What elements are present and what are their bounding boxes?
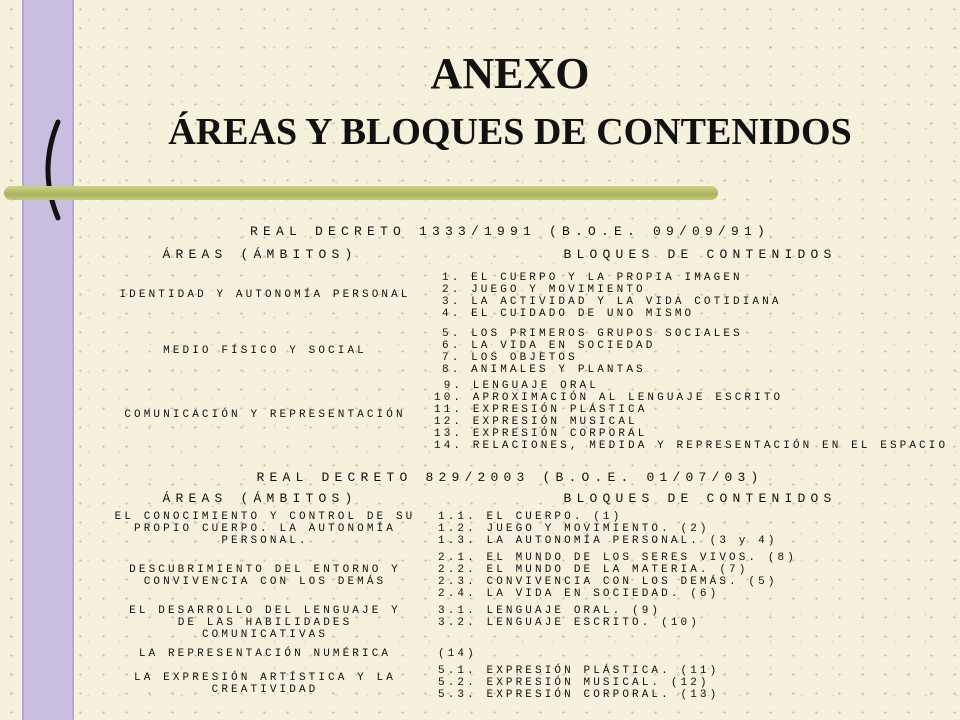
s1-area-2: MEDIO FÍSICO Y SOCIAL — [163, 345, 367, 357]
s1-bloque: 2. JUEGO Y MOVIMIENTO — [442, 284, 646, 296]
s2-area-1: PERSONAL. — [221, 535, 309, 547]
sidebar-decoration — [22, 0, 74, 720]
s1-area-1: IDENTIDAD Y AUTONOMÍA PERSONAL — [119, 289, 411, 301]
page-subtitle: ÁREAS Y BLOQUES DE CONTENIDOS — [168, 111, 852, 153]
s2-bloque: 3.1. LENGUAJE ORAL. (9) — [438, 605, 662, 617]
divider-bar — [4, 186, 718, 200]
s1-bloque: 12. EXPRESIÓN MUSICAL — [434, 416, 638, 428]
s1-bloque: 9. LENGUAJE ORAL — [434, 380, 599, 392]
s1-bloque: 5. LOS PRIMEROS GRUPOS SOCIALES — [442, 328, 743, 340]
s2-bloque: 1.3. LA AUTONOMÍA PERSONAL. (3 y 4) — [438, 535, 778, 547]
s2-bloque: 2.2. EL MUNDO DE LA MATERIA. (7) — [438, 564, 749, 576]
s2-bloque: 5.1. EXPRESIÓN PLÁSTICA. (11) — [438, 665, 720, 677]
s2-bloque: 5.2. EXPRESIÓN MUSICAL. (12) — [438, 677, 710, 689]
s2-area-1: PROPIO CUERPO. LA AUTONOMÍA — [134, 523, 396, 535]
s2-area-2: CONVIVENCIA CON LOS DEMÁS — [143, 576, 387, 588]
section1-col-bloques: BLOQUES DE CONTENIDOS — [563, 247, 837, 262]
s2-area-5: LA EXPRESIÓN ARTÍSTICA Y LA — [134, 672, 396, 684]
s2-area-1: EL CONOCIMIENTO Y CONTROL DE SU — [114, 511, 416, 523]
s1-bloque: 13. EXPRESIÓN CORPORAL — [434, 428, 648, 440]
section2-col-areas: ÁREAS (ÁMBITOS) — [162, 491, 358, 506]
s2-area-3: COMUNICATIVAS — [201, 629, 329, 641]
s2-bloque: 5.3. EXPRESIÓN CORPORAL. (13) — [438, 689, 720, 701]
s2-bloque: 2.1. EL MUNDO DE LOS SERES VIVOS. (8) — [438, 552, 797, 564]
page-title: ANEXO — [430, 49, 590, 98]
s2-area-3: EL DESARROLLO DEL LENGUAJE Y — [129, 605, 401, 617]
section2-col-bloques: BLOQUES DE CONTENIDOS — [563, 491, 837, 506]
bracket-decoration — [28, 118, 68, 224]
s1-bloque: 6. LA VIDA EN SOCIEDAD — [442, 340, 656, 352]
s2-bloque: 3.2. LENGUAJE ESCRITO. (10) — [438, 617, 700, 629]
s2-area-2: DESCUBRIMIENTO DEL ENTORNO Y — [129, 564, 401, 576]
s1-bloque: 14. RELACIONES, MEDIDA Y REPRESENTACIÓN EN EL ESPACIO — [434, 440, 949, 452]
s2-bloque: 2.3. CONVIVENCIA CON LOS DEMÁS. (5) — [438, 576, 778, 588]
s2-bloque: 2.4. LA VIDA EN SOCIEDAD. (6) — [438, 588, 720, 600]
section2-heading: REAL DECRETO 829/2003 (B.O.E. 01/07/03) — [256, 470, 764, 485]
s2-bloque: (14) — [438, 648, 477, 660]
s1-bloque: 11. EXPRESIÓN PLÁSTICA — [434, 404, 648, 416]
s2-bloque: 1.1. EL CUERPO. (1) — [438, 511, 623, 523]
s1-bloque: 4. EL CUIDADO DE UNO MISMO — [442, 308, 695, 320]
s1-bloque: 7. LOS OBJETOS — [442, 352, 578, 364]
s1-bloque: 8. ANIMALES Y PLANTAS — [442, 364, 646, 376]
s2-area-5: CREATIVIDAD — [211, 684, 319, 696]
s1-bloque: 10. APROXIMACIÓN AL LENGUAJE ESCRITO — [434, 392, 784, 404]
s1-area-3: COMUNICACIÓN Y REPRESENTACIÓN — [124, 409, 406, 421]
s2-bloque: 1.2. JUEGO Y MOVIMIENTO. (2) — [438, 523, 710, 535]
s1-bloque: 1. EL CUERPO Y LA PROPIA IMAGEN — [442, 272, 743, 284]
section1-heading: REAL DECRETO 1333/1991 (B.O.E. 09/09/91) — [249, 224, 771, 239]
s1-bloque: 3. LA ACTIVIDAD Y LA VIDA COTIDIANA — [442, 296, 782, 308]
s2-area-3: DE LAS HABILIDADES — [177, 617, 353, 629]
s2-area-4: LA REPRESENTACIÓN NUMÉRICA — [138, 648, 392, 660]
section1-col-areas: ÁREAS (ÁMBITOS) — [162, 247, 358, 262]
